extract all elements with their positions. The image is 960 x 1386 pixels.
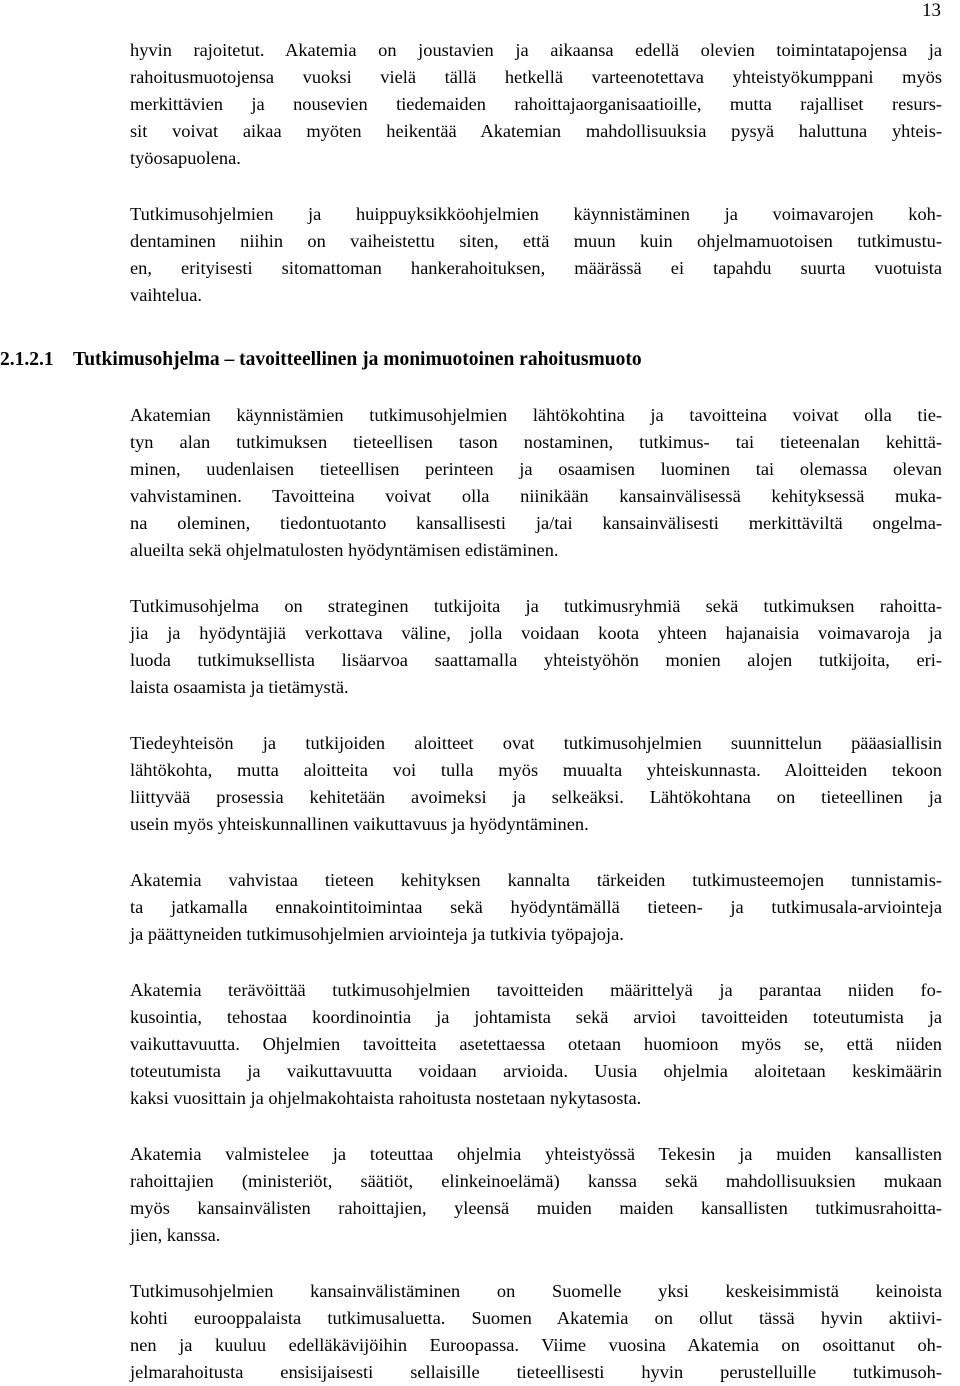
text-line: alueilta sekä ohjelmatulosten hyödyntämisen edistäminen.	[130, 540, 559, 560]
text-line: jelmarahoitusta ensisijaisesti sellaisille tieteellisesti hyvin perustelluille tutkimusoh-	[130, 1362, 942, 1382]
text-line: laista osaamista ja tietämystä.	[130, 677, 349, 697]
text-line: lähtökohta, mutta aloitteita voi tulla myös muualta yhteiskunnasta. Aloitteiden tekoon	[130, 760, 942, 780]
page-number: 13	[922, 0, 941, 21]
text-line: Akatemia valmistelee ja toteuttaa ohjelmia yhteistyössä Tekesin ja muiden kansallisten	[130, 1144, 942, 1164]
paragraph-gap	[130, 172, 942, 201]
text-line: na oleminen, tiedontuotanto kansallisesti ja/tai kansainvälisesti merkittäviltä ongelma-	[130, 513, 942, 533]
document-body	[0, 37, 942, 1386]
text-line: dentaminen niihin on vaiheistettu siten, että muun kuin ohjelmamuotoisen tutkimustu-	[130, 231, 942, 251]
text-line: työosapuolena.	[130, 148, 241, 168]
paragraph-gap	[130, 948, 942, 977]
paragraph	[130, 977, 942, 1112]
section-number: 2.1.2.1	[0, 349, 54, 370]
text-line: Akatemian käynnistämien tutkimusohjelmien lähtökohtina ja tavoitteina voivat olla tie-	[130, 405, 942, 425]
text-line: toteutumista ja vaikuttavuutta voidaan arvioida. Uusia ohjelmia aloitetaan keskimäärin	[130, 1061, 942, 1081]
text-line: Akatemia terävöittää tutkimusohjelmien tavoitteiden määrittelyä ja parantaa niiden fo-	[130, 980, 942, 1000]
paragraph-gap	[130, 701, 942, 730]
text-line: usein myös yhteiskunnallinen vaikuttavuus ja hyödyntäminen.	[130, 814, 589, 834]
text-line: merkittävien ja nousevien tiedemaiden rahoittajaorganisaatioille, mutta rajalliset resurs-	[130, 94, 942, 114]
text-line: vahvistaminen. Tavoitteina voivat olla niinikään kansainvälisessä kehityksessä muka-	[130, 486, 942, 506]
text-line: rahoitusmuotojensa vuoksi vielä tällä hetkellä varteenotettava yhteistyökumppani myös	[130, 67, 942, 87]
text-line: hyvin rajoitetut. Akatemia on joustavien ja aikaansa edellä olevien toimintatapojensa ja	[130, 40, 942, 60]
section-body	[130, 402, 942, 1386]
section-heading	[0, 346, 942, 373]
text-line: ja päättyneiden tutkimusohjelmien arviointeja ja tutkivia työpajoja.	[130, 924, 624, 944]
text-line: jien, kanssa.	[130, 1225, 221, 1245]
text-line: Tiedeyhteisön ja tutkijoiden aloitteet ovat tutkimusohjelmien suunnittelun pääasiallisin	[130, 733, 942, 753]
paragraph	[130, 201, 942, 309]
text-line: myös kansainvälisten rahoittajien, yleensä muiden maiden kansallisten tutkimusrahoitta-	[130, 1198, 942, 1218]
text-line: kohti eurooppalaista tutkimusaluetta. Suomen Akatemia on ollut tässä hyvin aktiivi-	[130, 1308, 942, 1328]
text-line: Akatemia vahvistaa tieteen kehityksen kannalta tärkeiden tutkimusteemojen tunnistamis-	[130, 870, 942, 890]
paragraph-gap	[130, 564, 942, 593]
paragraph	[130, 402, 942, 564]
paragraph-gap	[130, 1249, 942, 1278]
text-line: kusointia, tehostaa koordinointia ja johtamista sekä arvioi tavoitteiden toteutumista ja	[130, 1007, 942, 1027]
text-line: jia ja hyödyntäjiä verkottava väline, jolla voidaan koota yhteen hajanaisia voimavaroja ja	[130, 623, 942, 643]
paragraph	[130, 867, 942, 948]
paragraph-gap	[130, 1112, 942, 1141]
text-line: vaikuttavuutta. Ohjelmien tavoitteita asetettaessa otetaan huomioon myös se, että niiden	[130, 1034, 942, 1054]
intro-section	[130, 37, 942, 309]
paragraph	[130, 37, 942, 172]
text-line: Tutkimusohjelmien ja huippuyksikköohjelmien käynnistäminen ja voimavarojen koh-	[130, 204, 942, 224]
paragraph	[130, 1141, 942, 1249]
text-line: sit voivat aikaa myöten heikentää Akatemian mahdollisuuksia pysyä haluttuna yhteis-	[130, 121, 942, 141]
text-line: en, erityisesti sitomattoman hankerahoituksen, määrässä ei tapahdu suurta vuotuista	[130, 258, 942, 278]
paragraph	[130, 1278, 942, 1386]
text-line: vaihtelua.	[130, 285, 203, 305]
paragraph	[130, 730, 942, 838]
section-title: Tutkimusohjelma – tavoitteellinen ja monimuotoinen rahoitusmuoto	[73, 349, 642, 370]
text-line: Tutkimusohjelmien kansainvälistäminen on Suomelle yksi keskeisimmistä keinoista	[130, 1281, 942, 1301]
text-line: Tutkimusohjelma on strateginen tutkijoita ja tutkimusryhmiä sekä tutkimuksen rahoitta-	[130, 596, 942, 616]
text-line: luoda tutkimuksellista lisäarvoa saattamalla yhteistyöhön monien alojen tutkijoita, eri-	[130, 650, 942, 670]
paragraph	[130, 593, 942, 701]
paragraph-gap	[130, 838, 942, 867]
text-line: liittyvää prosessia kehitetään avoimeksi ja selkeäksi. Lähtökohtana on tieteellinen ja	[130, 787, 942, 807]
text-line: nen ja kuuluu edelläkävijöihin Euroopassa. Viime vuosina Akatemia on osoittanut oh-	[130, 1335, 942, 1355]
text-line: ta jatkamalla ennakointitoimintaa sekä hyödyntämällä tieteen- ja tutkimusala-arviointeja	[130, 897, 942, 917]
text-line: minen, uudenlaisen tieteellisen perinteen ja osaamisen luominen tai olemassa olevan	[130, 459, 942, 479]
text-line: kaksi vuosittain ja ohjelmakohtaista rahoitusta nostetaan nykytasosta.	[130, 1088, 642, 1108]
text-line: tyn alan tutkimuksen tieteellisen tason nostaminen, tutkimus- tai tieteenalan kehittä-	[130, 432, 942, 452]
text-line: rahoittajien (ministeriöt, säätiöt, elinkeinoelämä) kanssa sekä mahdollisuuksien mukaan	[130, 1171, 942, 1191]
